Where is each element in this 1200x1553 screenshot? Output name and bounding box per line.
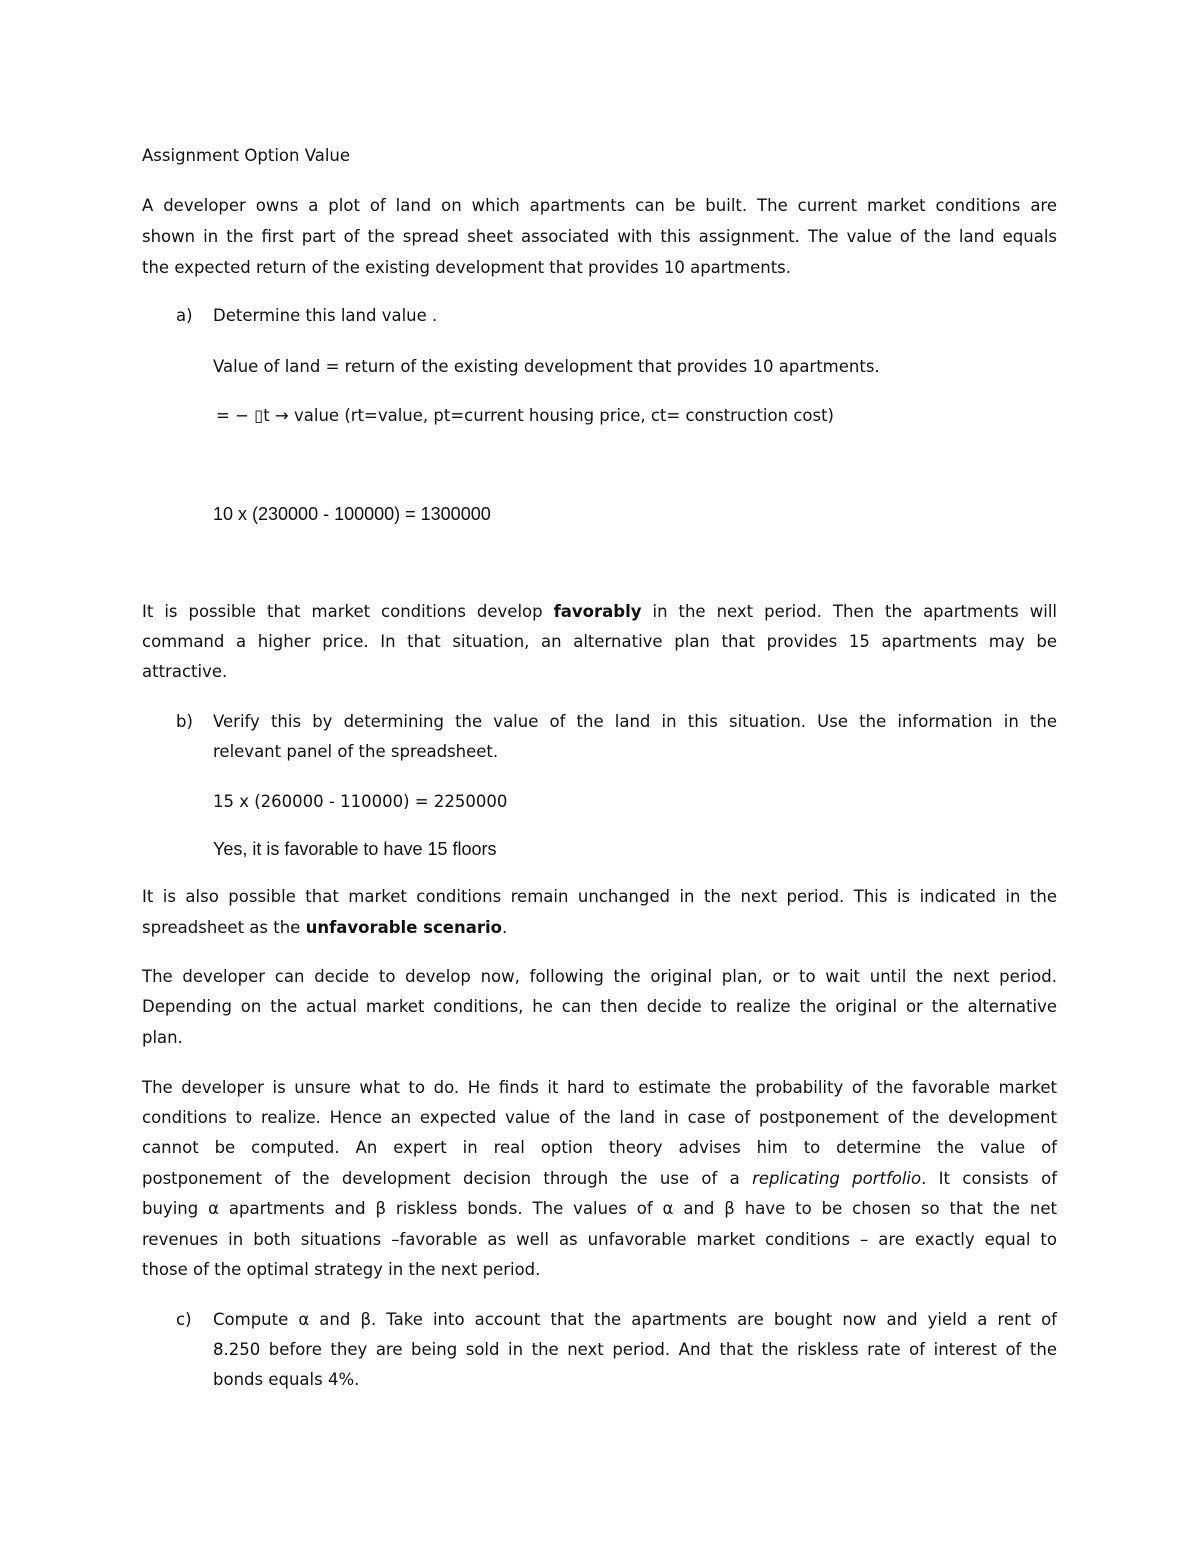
question-c-line-3: bonds equals 4%. bbox=[213, 1370, 360, 1389]
paragraph-unfavorable-post: . bbox=[501, 918, 508, 937]
paragraph-favorable-line-1-post: in the next period. Then the apartments will bbox=[641, 602, 1057, 621]
paragraph-favorable-line-1 bbox=[142, 602, 1057, 622]
document-title: Assignment Option Value bbox=[142, 146, 351, 165]
question-b-marker: b) bbox=[176, 712, 193, 731]
paragraph-portfolio-line-3: cannot be computed. An expert in real option theory advises him to determine the value of bbox=[142, 1138, 1057, 1157]
intro-line-2: shown in the first part of the spread sheet associated with this assignment. The value of the land equals bbox=[142, 227, 1057, 246]
paragraph-unfavorable-pre: spreadsheet as the bbox=[142, 918, 306, 937]
intro-line-3: the expected return of the existing development that provides 10 apartments. bbox=[142, 258, 792, 277]
paragraph-decision-line-2: Depending on the actual market conditions, he can then decide to realize the original or the alternative bbox=[142, 997, 1057, 1016]
paragraph-unfavorable-line-2 bbox=[142, 918, 507, 938]
paragraph-decision-line-3: plan. bbox=[142, 1028, 183, 1047]
paragraph-favorable-line-3: attractive. bbox=[142, 662, 228, 681]
question-c-line-2: 8.250 before they are being sold in the next period. And that the riskless rate of interest of the bbox=[213, 1340, 1057, 1359]
question-c-marker: c) bbox=[176, 1310, 192, 1329]
paragraph-favorable-bold: favorably bbox=[553, 602, 642, 621]
question-c-line-1: Compute α and β. Take into account that the apartments are bought now and yield a rent of bbox=[213, 1310, 1057, 1329]
replicating-portfolio-italic: replicating portfolio bbox=[752, 1169, 922, 1188]
paragraph-portfolio-line-4-post: . It consists of bbox=[921, 1169, 1057, 1188]
answer-b-calculation: 15 x (260000 - 110000) = 2250000 bbox=[213, 792, 508, 811]
question-b-line-2: relevant panel of the spreadsheet. bbox=[213, 742, 499, 761]
answer-a-text: Value of land = return of the existing development that provides 10 apartments. bbox=[213, 357, 880, 376]
question-a-text: Determine this land value . bbox=[213, 306, 438, 325]
question-a-marker: a) bbox=[176, 306, 193, 325]
paragraph-portfolio-line-4 bbox=[142, 1169, 1057, 1189]
paragraph-portfolio-line-2: conditions to realize. Hence an expected value of the land in case of postponement of the development bbox=[142, 1108, 1057, 1127]
paragraph-portfolio-line-4-pre: postponement of the development decision through the use of a bbox=[142, 1169, 753, 1188]
intro-line-1: A developer owns a plot of land on which apartments can be built. The current market conditions are bbox=[142, 196, 1057, 215]
answer-a-formula: = − ▯t → value (rt=value, pt=current housing price, ct= construction cost) bbox=[216, 406, 834, 425]
answer-b-text: Yes, it is favorable to have 15 floors bbox=[213, 839, 497, 859]
paragraph-favorable-line-1-pre: It is possible that market conditions develop bbox=[142, 602, 554, 621]
paragraph-portfolio-line-5: buying α apartments and β riskless bonds. The values of α and β have to be chosen so that the net bbox=[142, 1199, 1057, 1218]
paragraph-unfavorable-bold: unfavorable scenario bbox=[305, 918, 502, 937]
paragraph-portfolio-line-7: those of the optimal strategy in the next period. bbox=[142, 1260, 541, 1279]
paragraph-portfolio-line-6: revenues in both situations –favorable as well as unfavorable market conditions – are exactly equal to bbox=[142, 1230, 1057, 1249]
question-b-line-1: Verify this by determining the value of the land in this situation. Use the information in the bbox=[213, 712, 1057, 731]
paragraph-decision-line-1: The developer can decide to develop now, following the original plan, or to wait until the next period. bbox=[142, 967, 1057, 986]
answer-a-calculation: 10 x (230000 - 100000) = 1300000 bbox=[213, 504, 491, 524]
paragraph-portfolio-line-1: The developer is unsure what to do. He finds it hard to estimate the probability of the favorable market bbox=[142, 1078, 1057, 1097]
paragraph-favorable-line-2: command a higher price. In that situation, an alternative plan that provides 15 apartments may be bbox=[142, 632, 1057, 651]
paragraph-unfavorable-line-1: It is also possible that market conditions remain unchanged in the next period. This is indicated in the bbox=[142, 887, 1057, 906]
